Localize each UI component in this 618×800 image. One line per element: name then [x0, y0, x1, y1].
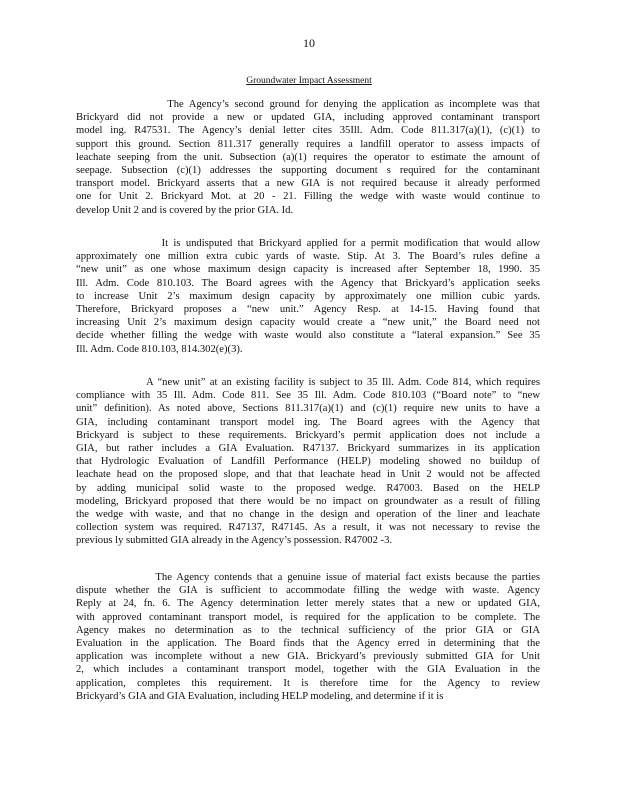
text-line: GIA, including contaminant transport model ing. The Board agrees with the Agency that: [76, 416, 540, 428]
text-line: previous ly submitted GIA already in the Agency’s possession. R47002 -3.: [76, 535, 393, 547]
text-line: Reply at 24, fn. 6. The Agency determination letter merely states that a new or updated GIA,: [76, 598, 540, 610]
text-line: seepage. Subsection (c)(1) addresses the supporting document s required for the contaminant: [76, 165, 540, 177]
text-line: Brickyard is subject to these requirements. Brickyard’s permit application does not include a: [76, 429, 540, 441]
text-line: The Agency contends that a genuine issue of material fact exists because the parties: [76, 572, 540, 583]
text-line: application was incomplete without a new GIA. Brickyard’s previously submitted GIA for Unit: [76, 651, 540, 663]
text-line: develop Unit 2 and is covered by the prior GIA. Id.: [76, 204, 294, 216]
text-line: The Agency’s second ground for denying the application as incomplete was that: [76, 99, 540, 110]
text-line: dispute whether the GIA is sufficient to accommodate filling the wedge with waste. Agency: [76, 585, 540, 597]
paragraph-1: [76, 98, 540, 217]
text-line: one for Unit 2. Brickyard Mot. at 20 - 21. Filling the wedge with waste would continue to: [76, 191, 540, 203]
text-line: Ill. Adm. Code 810.103, 814.302(e)(3).: [76, 343, 243, 355]
text-line: the wedge with waste, and that no change in the design and operation of the liner and leachate: [76, 509, 540, 521]
paragraph-2: [76, 237, 540, 356]
page-number: 10: [303, 36, 315, 50]
paragraph-4: [76, 571, 540, 703]
text-line: It is undisputed that Brickyard applied for a permit modification that would allow: [76, 238, 540, 249]
text-line: to increase Unit 2’s maximum design capacity by approximately one million cubic yards.: [76, 290, 540, 302]
text-line: with approved contaminant transport model, is required for the application to be complete. The: [76, 611, 540, 623]
text-line: leachate seeping from the unit. Subsection (a)(1) requires the operator to estimate the amount of: [76, 151, 540, 163]
text-line: Evaluation in the application. The Board finds that the Agency erred in determining that the: [76, 638, 540, 650]
text-line: modeling, Brickyard proposed that there would be no impact on groundwater as a result of filling: [76, 495, 540, 507]
text-line: Ill. Adm. Code 810.103. The Board agrees with the Agency that Brickyard’s application seeks: [76, 277, 540, 289]
text-line: application, completes this requirement. It is therefore time for the Agency to review: [76, 677, 540, 689]
text-line: decide whether filling the wedge with waste would also constitute a “lateral expansion.” See 35: [76, 330, 540, 342]
text-line: model ing. R47531. The Agency’s denial letter cites 35Ill. Adm. Code 811.317(a)(1), (c)(1) to: [76, 125, 540, 137]
text-line: collection system was required. R47137, R47145. As a result, it was not necessary to revise the: [76, 522, 540, 534]
text-line: unit” definition). As noted above, Sections 811.317(a)(1) and (c)(1) require new units to have a: [76, 403, 540, 415]
text-line: support this ground. Section 811.317 generally requires a landfill operator to assess impacts of: [76, 138, 540, 150]
text-line: increasing Unit 2’s maximum design capacity would create a “new unit,” the Board need not: [76, 317, 540, 329]
text-line: 2, which includes a contaminant transport model, together with the GIA Evaluation in the: [76, 664, 540, 676]
text-line: by adding municipal solid waste to the proposed wedge. R47003. Based on the HELP: [76, 482, 540, 494]
text-line: approximately one million extra cubic yards of waste. Stip. At 3. The Board’s rules define a: [76, 251, 540, 263]
paragraph-3: [76, 376, 540, 548]
text-line: Brickyard’s GIA and GIA Evaluation, including HELP modeling, and determine if it is: [76, 690, 444, 702]
text-line: GIA, but rather includes a GIA Evaluation. R47137. Brickyard summarizes in its application: [76, 443, 540, 455]
text-line: leachate head on the proposed slope, and that that leachate head in Unit 2 would not be affected: [76, 469, 540, 481]
text-line: Therefore, Brickyard proposes a “new unit.” Agency Resp. at 14-15. Having found that: [76, 304, 540, 316]
text-line: compliance with 35 Ill. Adm. Code 811. See 35 Ill. Adm. Code 810.103 (“Board note” to “new: [76, 390, 540, 402]
text-line: that Hydrologic Evaluation of Landfill Performance (HELP) modeling showed no buildup of: [76, 456, 540, 468]
text-line: transport model. Brickyard asserts that a new GIA is not required because it already performed: [76, 178, 540, 190]
section-heading: Groundwater Impact Assessment: [246, 76, 372, 86]
text-line: Agency makes no determination as to the technical sufficiency of the prior GIA or GIA: [76, 624, 540, 636]
text-line: Brickyard did not provide a new or updated GIA, including approved contaminant transport: [76, 112, 540, 124]
text-line: A “new unit” at an existing facility is subject to 35 Ill. Adm. Code 814, which requires: [76, 377, 540, 388]
text-line: “new unit” as one whose maximum design capacity is increased after September 18, 1990. 35: [76, 264, 540, 276]
